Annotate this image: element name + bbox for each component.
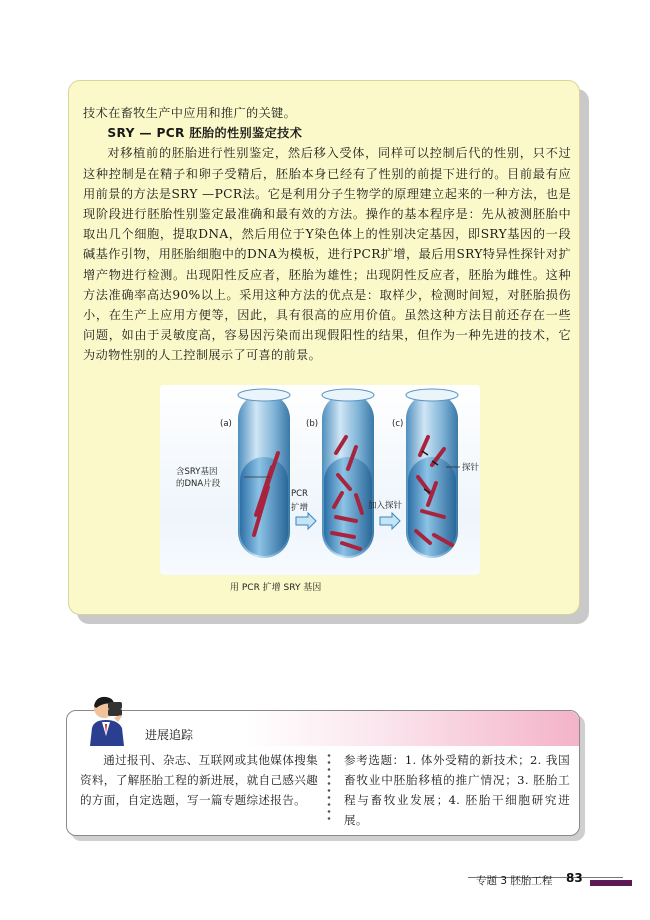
panel-text [83, 103, 571, 366]
body-paragraph: 对移植前的胚胎进行性别鉴定，然后移入受体，同样可以控制后代的性别，只不过这种控制是在精子和卵子受精后，胚胎本身已经有了性别的前提下进行的。目前最有应用前景的方法是SRY —PCR法。它是利用分子生物学的原理建立起来的一种方法，也是现阶段进行胚胎性别鉴定最准确和最有效的方法。操作的基本程序是：先从被测胚胎中取出几个细胞，提取DNA，然后用位于Y染色体上的性别决定基因，即SRY基因的一段碱基作引物，用胚胎细胞中的DNA为模板，进行PCR扩增，最后用SRY特异性探针对扩增产物进行检测。出现阳性反应者，胚胎为雄性；出现阴性反应者，胚胎为雌性。这种方法准确率高达90%以上。采用这种方法的优点是：取样少，检测时间短，对胚胎损伤小，在生产上应用方便等，因此，具有很高的应用价值。虽然这种方法目前还存在一些问题，如由于灵敏度高，容易因污染而出现假阳性的结果，但作为一种先进的技术，它为动物性别的人工控制展示了可喜的前景。 [83, 146, 571, 363]
pcr-label-line1: PCR [291, 489, 308, 499]
tube-c [406, 389, 458, 558]
progress-header-band [67, 711, 579, 746]
progress-left-text: 通过报刊、杂志、互联网或其他媒体搜集资料，了解胚胎工程的新进展，就自己感兴趣的方面，自定选题，写一篇专题综述报告。 [80, 753, 318, 807]
dna-label-line1: 含SRY基因 [176, 467, 218, 477]
footer-chapter: 专题 3 胚胎工程 [476, 875, 553, 887]
tube-b [322, 389, 374, 558]
dna-label-line2: 的DNA片段 [176, 479, 221, 489]
column-divider [327, 752, 331, 822]
label-c: (c) [392, 419, 404, 429]
label-a: (a) [220, 419, 232, 429]
page-number: 83 [566, 871, 583, 885]
pcr-label-line2: 扩增 [291, 503, 309, 513]
tube-a [238, 389, 290, 558]
probe-label: 探针 [462, 463, 480, 473]
label-b: (b) [306, 419, 319, 429]
person-with-binoculars-icon [84, 692, 134, 746]
intro-line: 技术在畜牧生产中应用和推广的关键。 [83, 106, 297, 120]
pcr-figure [160, 385, 480, 575]
arrow-pcr [296, 513, 316, 529]
progress-right-text: 参考选题：1. 体外受精的新技术；2. 我国畜牧业中胚胎移植的推广情况；3. 胚胎工程与畜牧业发展；4. 胚胎干细胞研究进展。 [344, 753, 570, 827]
arrow-probe [380, 513, 400, 529]
section-heading: SRY — PCR 胚胎的性别鉴定技术 [107, 126, 303, 141]
figure-caption: 用 PCR 扩增 SRY 基因 [230, 583, 322, 593]
footer-accent-bar [590, 880, 632, 886]
add-probe-label: 加入探针 [368, 501, 403, 511]
progress-title: 进展追踪 [145, 728, 194, 742]
